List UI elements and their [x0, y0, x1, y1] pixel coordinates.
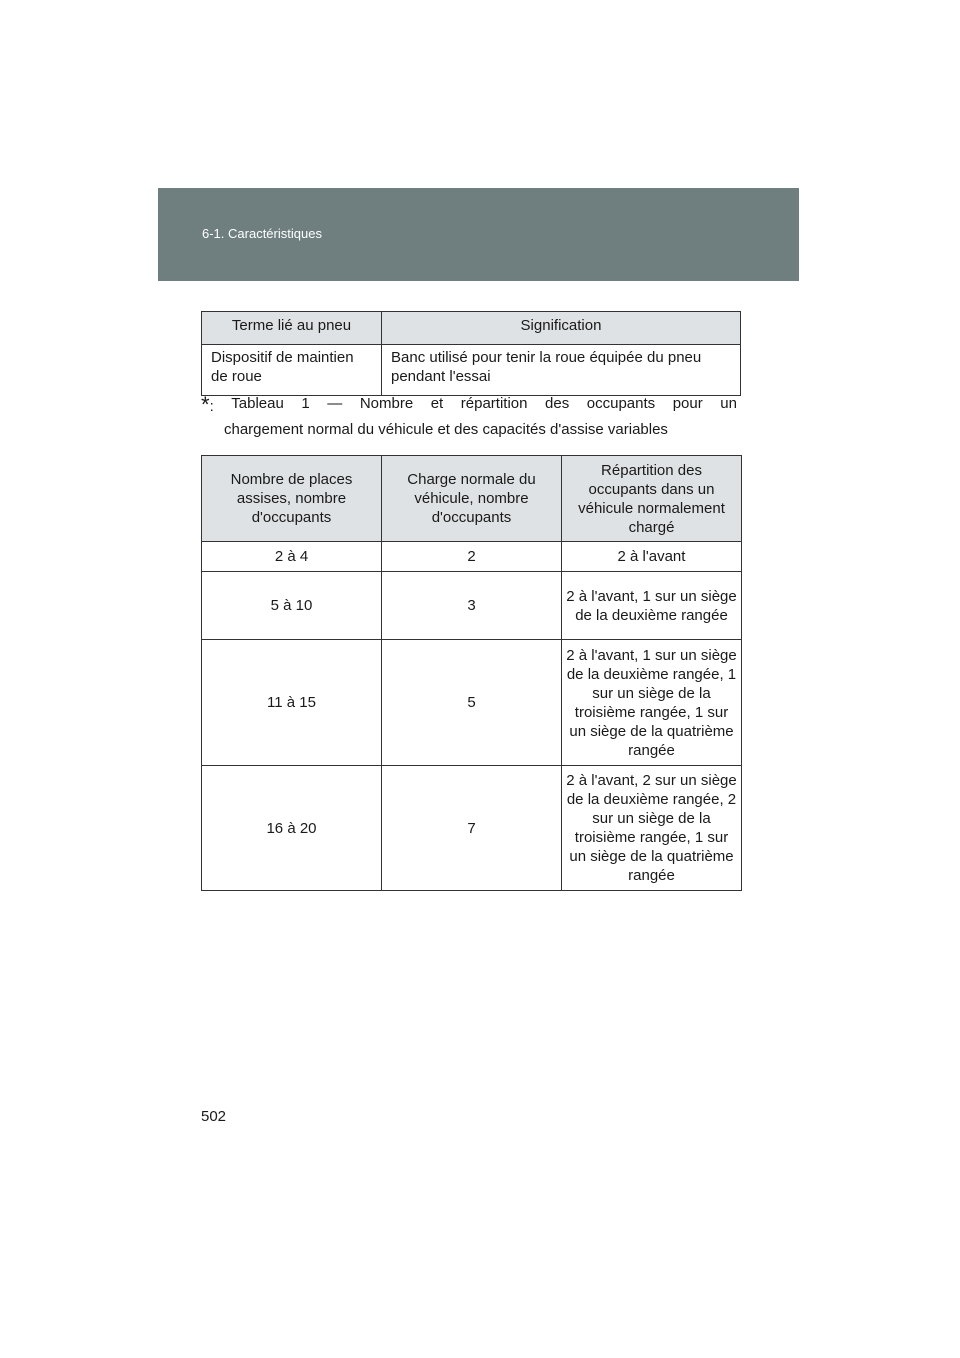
note-line [201, 392, 737, 418]
note-word: occupants [586, 395, 656, 412]
column-header: Charge normale du véhicule, nombre d'occupants [382, 456, 562, 542]
column-header: Signification [382, 312, 741, 345]
note-word: 1 [301, 395, 310, 412]
table-cell: Banc utilisé pour tenir la roue équipée du pneu pendant l'essai [382, 345, 741, 396]
table-cell: 2 [382, 542, 562, 572]
table-cell: 5 à 10 [202, 572, 382, 640]
table-row [202, 572, 742, 640]
table-cell: 5 [382, 640, 562, 766]
column-header: Terme lié au pneu [202, 312, 382, 345]
tire-terms-table [201, 311, 741, 396]
note-word: Nombre [359, 395, 414, 412]
note-line: chargement normal du véhicule et des capacités d'assise variables [224, 421, 668, 438]
note-word: — [327, 395, 343, 412]
table-cell: 2 à 4 [202, 542, 382, 572]
table-cell: 16 à 20 [202, 766, 382, 891]
table-note [201, 392, 737, 441]
page-number: 502 [201, 1108, 227, 1125]
note-word: et [430, 395, 444, 412]
table-row [202, 542, 742, 572]
table-cell: 7 [382, 766, 562, 891]
table-cell: 2 à l'avant, 1 sur un siège de la deuxième rangée, 1 sur un siège de la troisième rangée, 1 sur un siège de la quatrième rangée [562, 640, 742, 766]
table-header-row [202, 456, 742, 542]
column-header: Répartition des occupants dans un véhicule normalement chargé [562, 456, 742, 542]
column-header: Nombre de places assises, nombre d'occupants [202, 456, 382, 542]
note-lead [201, 392, 214, 418]
note-word: un [720, 395, 737, 412]
table-row [202, 640, 742, 766]
note-word: des [545, 395, 570, 412]
table-cell: Dispositif de maintien de roue [202, 345, 382, 396]
header-band [158, 188, 799, 281]
note-word: Tableau [231, 395, 284, 412]
section-label: 6-1. Caractéristiques [202, 226, 322, 241]
table-header-row [202, 312, 741, 345]
note-word: : [209, 398, 214, 415]
table-row [202, 766, 742, 891]
table-cell: 2 à l'avant [562, 542, 742, 572]
occupants-table [201, 455, 742, 891]
note-word: répartition [460, 395, 528, 412]
table-cell: 11 à 15 [202, 640, 382, 766]
footnote-marker: * [201, 392, 210, 417]
table-cell: 3 [382, 572, 562, 640]
table-cell: 2 à l'avant, 1 sur un siège de la deuxième rangée [562, 572, 742, 640]
note-word: pour [672, 395, 703, 412]
table-row [202, 345, 741, 396]
table-cell: 2 à l'avant, 2 sur un siège de la deuxième rangée, 2 sur un siège de la troisième rangée, 1 sur un siège de la quatrième rangée [562, 766, 742, 891]
